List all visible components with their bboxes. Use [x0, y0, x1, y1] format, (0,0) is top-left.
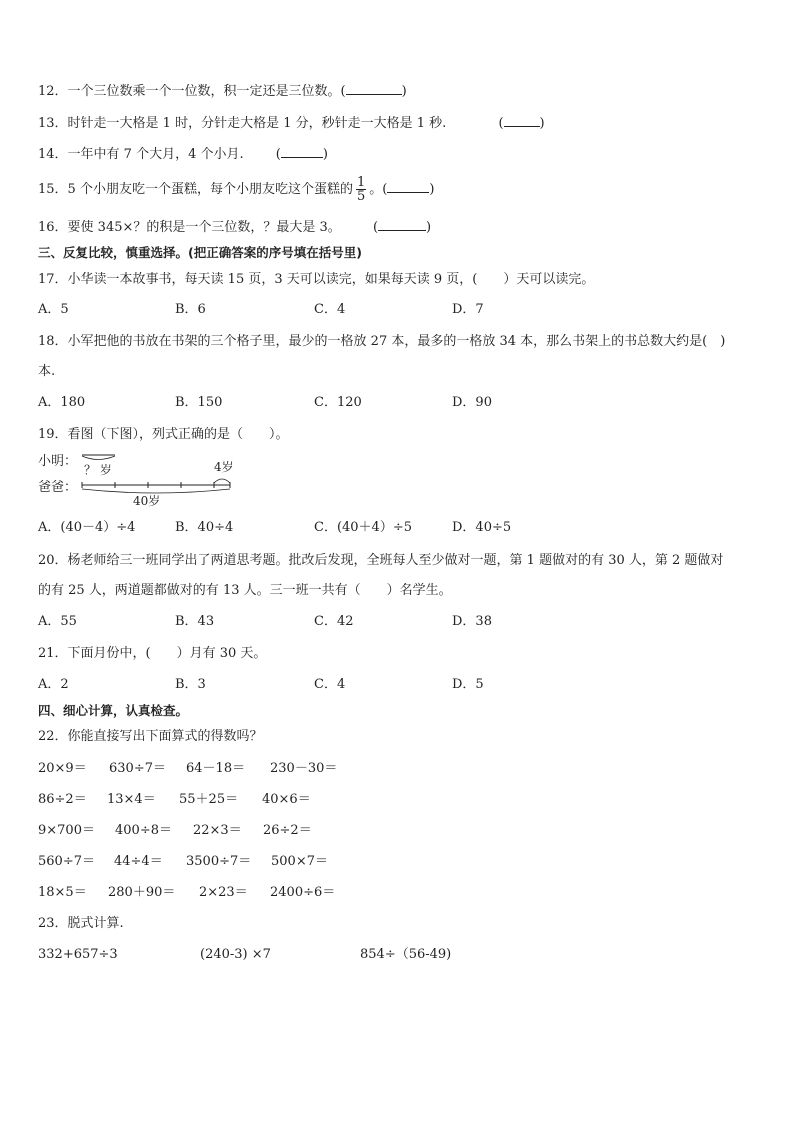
answer-blank-14[interactable]	[281, 145, 323, 158]
calc-item: 2×23＝	[199, 885, 248, 900]
extra-age-label: 4岁	[214, 460, 234, 474]
option-a[interactable]: A．180	[38, 395, 86, 410]
calc-item: 400÷8＝	[115, 823, 172, 838]
option-a[interactable]: A．55	[38, 614, 77, 629]
calc-item: 86÷2＝	[38, 792, 87, 807]
question-12-text: 12．一个三位数乘一个一位数，积一定还是三位数。(	[38, 84, 346, 99]
option-d[interactable]: D．7	[452, 302, 484, 317]
option-b[interactable]: B．43	[175, 614, 215, 629]
section-4-heading: 四、细心计算，认真检查。	[38, 703, 189, 718]
fraction-one-fifth: $\frac{1}{5}$	[356, 175, 366, 204]
calc-item: 500×7＝	[271, 854, 328, 869]
option-a[interactable]: A．5	[38, 302, 69, 317]
option-d[interactable]: D．38	[452, 614, 492, 629]
question-21-text: 21．下面月份中，( ）月有 30 天。	[38, 646, 267, 661]
calc-item: 280＋90＝	[108, 885, 176, 900]
calc-item: 22×3＝	[193, 823, 242, 838]
question-18-line-1: 18．小军把他的书放在书架的三个格子里，最少的一格放 27 本，最多的一格放 34 本，那么书架上的书总数大约是( )	[38, 334, 726, 349]
calc-item: 64－18＝	[186, 761, 246, 776]
question-20-line-2: 的有 25 人，两道题都做对的有 13 人。三一班一共有（ ）名学生。	[38, 583, 452, 598]
step-calc-item: 854÷（56-49)	[360, 947, 452, 962]
option-d[interactable]: D．5	[452, 677, 484, 692]
option-d[interactable]: D．90	[452, 395, 492, 410]
option-b[interactable]: B．40÷4	[175, 520, 234, 535]
question-20-line-1: 20．杨老师给三一班同学出了两道思考题。批改后发现，全班每人至少做对一题，第 1 题做对的有 30 人，第 2 题做对	[38, 553, 724, 568]
question-22-text: 22．你能直接写出下面算式的得数吗？	[38, 729, 263, 744]
question-23-text: 23．脱式计算.	[38, 916, 124, 931]
calc-item: 3500÷7＝	[186, 854, 252, 869]
question-13-text: 13．时针走一大格是 1 时，分针走大格是 1 分，秒针走一大格是 1 秒.	[38, 116, 447, 131]
option-a[interactable]: A．2	[38, 677, 69, 692]
option-c[interactable]: C．4	[314, 677, 346, 692]
calc-item: 44÷4＝	[114, 854, 163, 869]
label-baba: 爸爸：	[38, 480, 78, 495]
calc-item: 26÷2＝	[263, 823, 312, 838]
calc-item: 18×5＝	[38, 885, 87, 900]
option-b[interactable]: B．3	[175, 677, 206, 692]
calc-item: 40×6＝	[262, 792, 311, 807]
option-d[interactable]: D．40÷5	[452, 520, 512, 535]
question-16-text: 16．要使 345×？的积是一个三位数，？最大是 3。	[38, 220, 341, 235]
calc-item: 20×9＝	[38, 761, 87, 776]
question-13: 13．时针走一大格是 1 时，分针走大格是 1 分，秒针走一大格是 1 秒. ( )	[38, 116, 545, 131]
calc-item: 55＋25＝	[179, 792, 239, 807]
calc-item: 230－30＝	[270, 761, 338, 776]
total-brace	[82, 489, 230, 493]
option-c[interactable]: C．(40＋4）÷5	[314, 520, 412, 535]
answer-blank-12[interactable]	[346, 82, 402, 95]
question-18-line-2: 本.	[38, 364, 56, 379]
question-15-text: 15．5 个小朋友吃一个蛋糕，每个小朋友吃这个蛋糕的	[38, 182, 353, 197]
section-3-heading: 三、反复比较，慎重选择。(把正确答案的序号填在括号里)	[38, 245, 362, 260]
question-17-text: 17．小华读一本故事书，每天读 15 页，3 天可以读完，如果每天读 9 页，( ）天可以读完。	[38, 272, 595, 287]
option-b[interactable]: B．6	[175, 302, 206, 317]
small-age-label: ？ 岁	[84, 463, 112, 477]
option-c[interactable]: C．4	[314, 302, 346, 317]
calc-item: 13×4＝	[107, 792, 156, 807]
total-age-label: 40岁	[133, 494, 161, 508]
label-xiaoming: 小明：	[38, 454, 78, 469]
step-calc-item: (240-3) ×7	[200, 947, 271, 962]
answer-blank-16[interactable]	[378, 218, 426, 231]
question-12: 12．一个三位数乘一个一位数，积一定还是三位数。( )	[38, 84, 407, 99]
answer-blank-15[interactable]	[387, 180, 429, 193]
calc-item: 2400÷6＝	[270, 885, 336, 900]
option-c[interactable]: C．42	[314, 614, 354, 629]
calc-item: 9×700＝	[38, 823, 95, 838]
answer-blank-13[interactable]	[504, 114, 540, 127]
option-c[interactable]: C．120	[314, 395, 362, 410]
step-calc-item: 332+657÷3	[38, 947, 118, 962]
question-16: 16．要使 345×？的积是一个三位数，？最大是 3。 ( )	[38, 220, 432, 235]
question-15: 15．5 个小朋友吃一个蛋糕，每个小朋友吃这个蛋糕的 $\frac{1}{5}$ 。( )	[38, 175, 435, 204]
calc-item: 630÷7＝	[109, 761, 166, 776]
line-segment-diagram	[38, 449, 248, 509]
extra-brace	[214, 479, 230, 483]
option-a[interactable]: A．(40－4）÷4	[38, 520, 136, 535]
xiaoming-brace	[82, 456, 115, 460]
question-14-text: 14．一年中有 7 个大月，4 个小月.	[38, 147, 244, 162]
calc-item: 560÷7＝	[38, 854, 95, 869]
option-b[interactable]: B．150	[175, 395, 223, 410]
question-14: 14．一年中有 7 个大月，4 个小月. ( )	[38, 147, 328, 162]
question-19-text: 19．看图（下图），列式正确的是（ ）。	[38, 427, 289, 442]
